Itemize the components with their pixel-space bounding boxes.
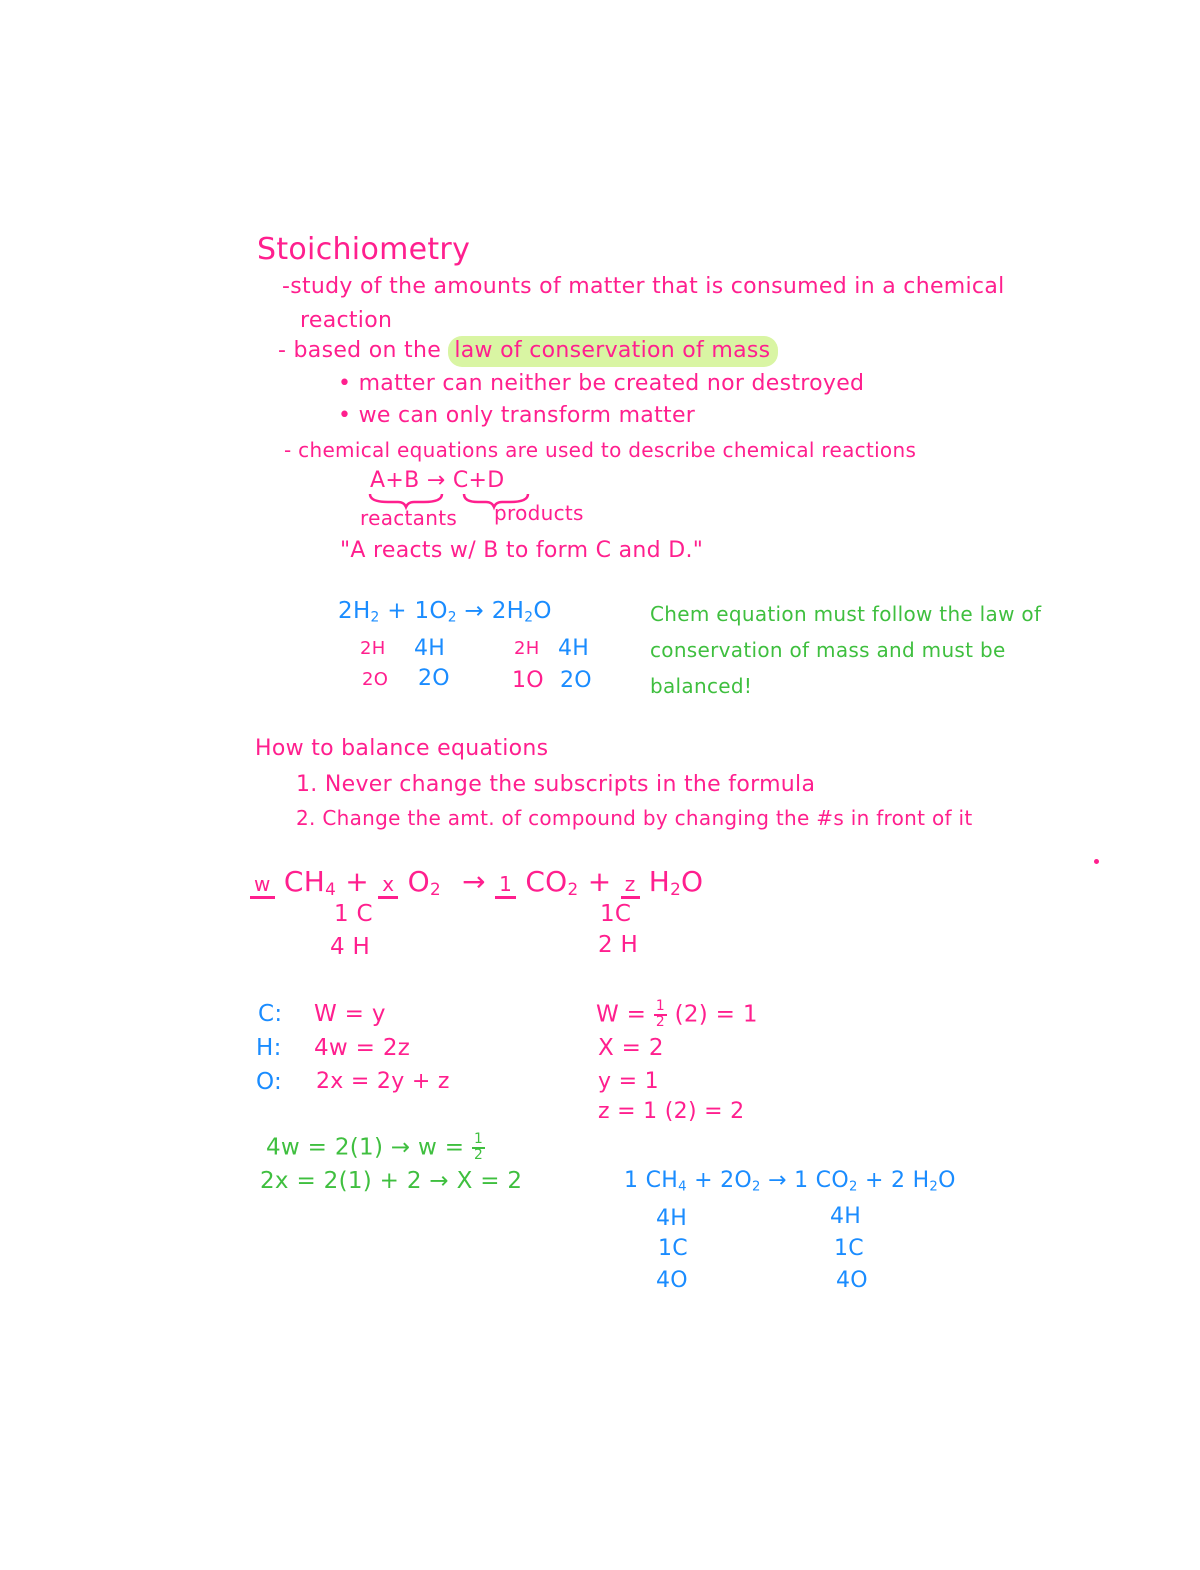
balancing-step-2: 2. Change the amt. of compound by changing the #s in front of it bbox=[296, 806, 973, 830]
left-count-2h: 2H bbox=[360, 638, 386, 659]
fraction-denominator: 2 bbox=[655, 1013, 665, 1030]
solution-x: X = 2 bbox=[598, 1035, 664, 1061]
solution-w-prefix: W = bbox=[596, 1001, 647, 1028]
derivation-line-2: 2x = 2(1) + 2 → X = 2 bbox=[260, 1168, 523, 1194]
coef-y: 1 bbox=[495, 872, 516, 899]
definition-line-2: reaction bbox=[300, 308, 393, 333]
final-left-o: 4O bbox=[656, 1268, 688, 1293]
final-ch4-subscript: 4 bbox=[678, 1179, 687, 1195]
h2o-subscript: 2 bbox=[670, 879, 682, 900]
balancing-heading: How to balance equations bbox=[255, 736, 549, 761]
system-o-label: O: bbox=[256, 1069, 283, 1095]
solution-y: y = 1 bbox=[598, 1069, 659, 1094]
fraction-denominator: 2 bbox=[473, 1146, 484, 1163]
system-h-label: H: bbox=[256, 1035, 282, 1061]
system-c-eq: W = y bbox=[314, 1001, 386, 1027]
left-count-4h: 4H bbox=[414, 636, 446, 661]
plus-sign: + bbox=[345, 865, 370, 898]
ch4-subscript: 4 bbox=[325, 879, 337, 900]
h2o-o: O bbox=[681, 865, 704, 898]
system-c-label: C: bbox=[258, 1001, 283, 1027]
final-right-h: 4H bbox=[830, 1204, 862, 1229]
coef-z: z bbox=[621, 872, 640, 899]
h2o-h: H bbox=[648, 865, 671, 898]
plus-sign: + bbox=[387, 598, 407, 624]
equations-intro: - chemical equations are used to describe chemical reactions bbox=[284, 438, 917, 462]
final-right-o: 4O bbox=[836, 1268, 868, 1293]
final-right-c: 1C bbox=[834, 1236, 864, 1261]
highlighted-law: law of conservation of mass bbox=[448, 336, 778, 367]
right-count-2h: 2H bbox=[514, 638, 540, 659]
products-formula: C+D bbox=[452, 468, 505, 493]
co2-formula: CO bbox=[525, 865, 568, 898]
reactants-label: reactants bbox=[360, 506, 458, 530]
coef-w: w bbox=[250, 872, 275, 899]
methane-right-c: 1C bbox=[600, 901, 632, 927]
right-count-1o: 1O bbox=[512, 668, 544, 693]
final-ch4: 1 CH bbox=[624, 1168, 679, 1193]
o2-formula: O bbox=[407, 865, 430, 898]
right-count-2o: 2O bbox=[560, 668, 592, 693]
h2-h: H bbox=[352, 598, 371, 624]
derivation-line-1 bbox=[266, 1133, 485, 1163]
h2o-o: O bbox=[533, 598, 552, 624]
chem-note-line-3: balanced! bbox=[650, 674, 753, 698]
o2-o: O bbox=[429, 598, 448, 624]
final-h2o-h: + 2 H bbox=[857, 1168, 930, 1193]
o2-subscript: 2 bbox=[429, 879, 441, 900]
plus-sign-2: + bbox=[587, 865, 612, 898]
products-label: products bbox=[494, 501, 584, 525]
methane-left-h: 4 H bbox=[330, 934, 371, 960]
chem-note-line-2: conservation of mass and must be bbox=[650, 638, 1006, 662]
bullet-neither-created: • matter can neither be created nor destroyed bbox=[338, 371, 865, 396]
example-equation bbox=[338, 600, 552, 625]
left-count-2o-blue: 2O bbox=[418, 666, 450, 691]
solution-w bbox=[596, 1000, 758, 1030]
bullet-transform: • we can only transform matter bbox=[338, 403, 696, 428]
final-left-h: 4H bbox=[656, 1206, 688, 1231]
derivation-fraction bbox=[472, 1133, 485, 1163]
page-title: Stoichiometry bbox=[257, 232, 471, 267]
h2o-subscript: 2 bbox=[524, 609, 534, 626]
final-co2: → 1 CO bbox=[760, 1168, 849, 1193]
final-equation bbox=[624, 1170, 956, 1194]
co2-subscript: 2 bbox=[567, 879, 579, 900]
final-left-c: 1C bbox=[658, 1236, 688, 1261]
reaction-reads-as: "A reacts w/ B to form C and D." bbox=[340, 538, 704, 563]
left-count-2o: 2O bbox=[362, 669, 389, 690]
system-h-eq: 4w = 2z bbox=[314, 1035, 411, 1061]
final-h2o-o: O bbox=[938, 1168, 956, 1193]
coef-h2: 2 bbox=[338, 598, 353, 624]
reaction-arrow: → bbox=[464, 598, 485, 624]
ch4-formula: CH bbox=[283, 865, 326, 898]
o2-subscript: 2 bbox=[447, 609, 457, 626]
solution-w-suffix: (2) = 1 bbox=[674, 1001, 758, 1028]
final-h2o-subscript: 2 bbox=[929, 1179, 939, 1195]
coef-h2o: 2 bbox=[491, 598, 507, 624]
final-co2-subscript: 2 bbox=[848, 1179, 858, 1195]
conservation-line bbox=[278, 340, 778, 362]
fraction-numerator: 1 bbox=[473, 1131, 484, 1147]
solution-z: z = 1 (2) = 2 bbox=[598, 1099, 745, 1124]
h2-subscript: 2 bbox=[370, 609, 380, 626]
solution-w-fraction bbox=[654, 1000, 667, 1030]
final-o2: + 2O bbox=[686, 1168, 753, 1193]
fraction-numerator: 1 bbox=[655, 998, 665, 1014]
methane-equation bbox=[250, 865, 704, 900]
stray-dot-icon bbox=[1094, 859, 1099, 864]
coef-o2: 1 bbox=[414, 598, 430, 624]
reaction-arrow: → bbox=[426, 468, 446, 493]
conservation-prefix: - based on the bbox=[278, 338, 442, 363]
reactants-formula: A+B bbox=[370, 468, 420, 493]
system-o-eq: 2x = 2y + z bbox=[316, 1069, 450, 1094]
definition-line-1: -study of the amounts of matter that is consumed in a chemical bbox=[282, 274, 1005, 299]
chem-note-line-1: Chem equation must follow the law of bbox=[650, 602, 1042, 626]
generic-reaction bbox=[370, 470, 504, 492]
methane-right-h: 2 H bbox=[598, 932, 639, 958]
final-o2-subscript: 2 bbox=[752, 1179, 761, 1195]
coef-x: x bbox=[378, 872, 398, 899]
derivation-line-1-text: 4w = 2(1) → w = bbox=[266, 1134, 465, 1161]
right-count-4h: 4H bbox=[558, 636, 590, 661]
methane-left-c: 1 C bbox=[334, 901, 373, 927]
balancing-step-1: 1. Never change the subscripts in the formula bbox=[296, 772, 816, 797]
reaction-arrow: → bbox=[462, 865, 486, 898]
h2o-h: H bbox=[506, 598, 525, 624]
